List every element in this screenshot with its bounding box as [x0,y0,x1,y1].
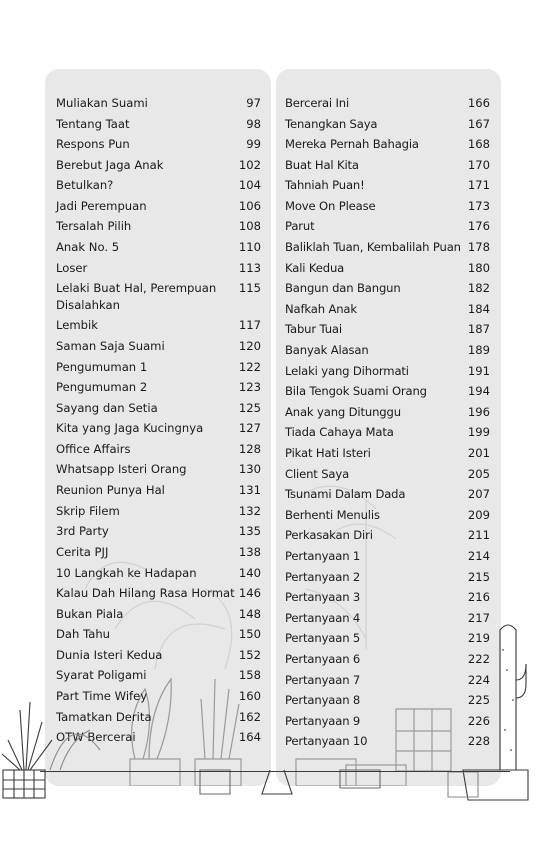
toc-entry [285,713,490,730]
toc-column-right [276,69,501,786]
toc-entry-title: Tahniah Puan! [285,178,365,192]
toc-entry-page-number: 170 [467,158,490,172]
toc-entry-page-number: 187 [467,322,490,336]
toc-entry-title: Pengumuman 2 [56,380,148,394]
toc-entry [285,260,490,277]
toc-entry-page-number: 211 [467,528,490,542]
toc-entry [56,338,261,355]
toc-entry-title: Bukan Piala [56,607,124,621]
toc-entry [285,301,490,318]
toc-entry-page-number: 125 [238,401,261,415]
toc-entry [285,527,490,544]
toc-entry-title: Office Affairs [56,442,131,456]
toc-entry-title: Part Time Wifey [56,689,148,703]
toc-entry-page-number: 104 [238,178,261,192]
toc-entry [56,565,261,582]
toc-entry-title: Baliklah Tuan, Kembalilah Puan [285,240,461,254]
toc-entry-page-number: 108 [238,219,261,233]
toc-entry-page-number: 110 [238,240,261,254]
toc-entry [56,729,261,746]
toc-entry-page-number: 166 [467,96,490,110]
toc-entry-page-number: 191 [467,364,490,378]
toc-entry-title: Perkasakan Diri [285,528,373,542]
toc-entry-page-number: 209 [467,508,490,522]
toc-entry [56,95,261,112]
toc-entry [56,116,261,133]
toc-entry [285,692,490,709]
toc-entry [285,95,490,112]
toc-entry-page-number: 120 [238,339,261,353]
toc-entry-page-number: 130 [238,462,261,476]
toc-entry-title: Jadi Perempuan [56,199,147,213]
toc-entry [285,321,490,338]
toc-entry-page-number: 102 [238,158,261,172]
toc-entry [285,342,490,359]
toc-entry-page-number: 178 [467,240,490,254]
toc-entry-page-number: 122 [238,360,261,374]
toc-entry-title: Tersalah Pilih [56,219,132,233]
toc-entry-title: Kalau Dah Hilang Rasa Hormat [56,586,235,600]
toc-entry-title: Pertanyaan 6 [285,652,361,666]
toc-entry [56,626,261,643]
toc-entry [56,136,261,153]
toc-entry [56,198,261,215]
toc-entry-page-number: 184 [467,302,490,316]
toc-entry-page-number: 135 [238,524,261,538]
toc-entry-page-number: 189 [467,343,490,357]
toc-entry [56,177,261,194]
toc-entry-title: Lembik [56,318,98,332]
toc-entry [285,363,490,380]
toc-entry [56,420,261,437]
toc-entry-page-number: 152 [238,648,261,662]
toc-entry [285,177,490,194]
toc-entry-page-number: 216 [467,590,490,604]
toc-entry-page-number: 164 [238,730,261,744]
toc-entry-title: Cerita PJJ [56,545,109,559]
toc-entry-title: Respons Pun [56,137,130,151]
toc-entry [285,569,490,586]
toc-entry-page-number: 132 [238,504,261,518]
toc-entry-title: Pertanyaan 3 [285,590,361,604]
toc-entry-page-number: 205 [467,467,490,481]
toc-entry-title: Tentang Taat [56,117,130,131]
toc-entry-title: Buat Hal Kita [285,158,359,172]
toc-entry [285,424,490,441]
toc-entry-title: Tenangkan Saya [285,117,378,131]
toc-entry [56,260,261,277]
toc-entry [285,280,490,297]
toc-entry-title: Pertanyaan 1 [285,549,361,563]
toc-entry-title: Tamatkan Derita [56,710,152,724]
toc-entry [56,379,261,396]
toc-entry-page-number: 113 [238,261,261,275]
toc-entry [285,486,490,503]
toc-entry [56,218,261,235]
toc-entry-page-number: 128 [238,442,261,456]
toc-entry-page-number: 99 [246,137,261,151]
toc-entry-page-number: 131 [238,483,261,497]
toc-entry-title: Tiada Cahaya Mata [285,425,394,439]
toc-entry-page-number: 97 [246,96,261,110]
toc-entry [285,610,490,627]
toc-entry [285,116,490,133]
toc-entry-title: Betulkan? [56,178,114,192]
toc-entry-title: Syarat Poligami [56,668,147,682]
toc-entry-title: Pertanyaan 5 [285,631,361,645]
toc-entry-page-number: 127 [238,421,261,435]
toc-entry-title: Move On Please [285,199,376,213]
toc-entry-title: Pikat Hati Isteri [285,446,371,460]
toc-entry-page-number: 160 [238,689,261,703]
toc-entry [56,667,261,684]
toc-entry-title: Bercerai Ini [285,96,350,110]
toc-entry [285,733,490,750]
toc-entry [56,482,261,499]
toc-entry-page-number: 217 [467,611,490,625]
toc-entry-title: Bangun dan Bangun [285,281,401,295]
toc-entry-title: Berebut Jaga Anak [56,158,164,172]
toc-entry [285,198,490,215]
toc-entry-title: Anak yang Ditunggu [285,405,401,419]
toc-entry [285,157,490,174]
toc-entry [56,157,261,174]
toc-entry-page-number: 115 [238,281,261,295]
toc-entry-page-number: 123 [238,380,261,394]
toc-entry [56,280,261,314]
toc-entry-title: Pertanyaan 2 [285,570,361,584]
toc-entry-page-number: 171 [467,178,490,192]
toc-entry [285,383,490,400]
toc-entry-title: Pertanyaan 9 [285,714,361,728]
ground-line [40,771,510,772]
toc-entry [285,651,490,668]
toc-entry-title: 3rd Party [56,524,109,538]
toc-entry-title: Client Saya [285,467,350,481]
toc-entry [285,507,490,524]
toc-entry [285,630,490,647]
toc-entry [56,400,261,417]
toc-entry-page-number: 225 [467,693,490,707]
toc-entry-title: Mereka Pernah Bahagia [285,137,419,151]
toc-entry [56,523,261,540]
toc-entry-title: Nafkah Anak [285,302,357,316]
toc-entry-title: Tabur Tuai [285,322,342,336]
toc-entry-title: Pertanyaan 4 [285,611,361,625]
toc-entry-title: Tsunami Dalam Dada [285,487,406,501]
toc-entry-title: Pertanyaan 8 [285,693,361,707]
toc-entry-page-number: 196 [467,405,490,419]
toc-entry-title: Kali Kedua [285,261,345,275]
toc-entry-page-number: 194 [467,384,490,398]
toc-entry-title: Whatsapp Isteri Orang [56,462,187,476]
toc-entry-page-number: 150 [238,627,261,641]
toc-column-left [45,69,271,786]
toc-entry-title: Berhenti Menulis [285,508,380,522]
toc-entry [56,461,261,478]
toc-entry [56,441,261,458]
toc-entry-title: Loser [56,261,88,275]
toc-entry [285,239,490,256]
toc-entry-title: Reunion Punya Hal [56,483,165,497]
toc-entry-title: Dunia Isteri Kedua [56,648,163,662]
toc-entry-title: Lelaki Buat Hal, Perempuan Disalahkan [56,281,217,312]
toc-entry-page-number: 117 [238,318,261,332]
toc-entry-page-number: 201 [467,446,490,460]
toc-entry-page-number: 176 [467,219,490,233]
toc-entry [285,445,490,462]
toc-entry-page-number: 219 [467,631,490,645]
toc-entry-page-number: 106 [238,199,261,213]
toc-entry [56,585,261,602]
toc-entry-title: Muliakan Suami [56,96,148,110]
toc-entry [285,466,490,483]
toc-entry-title: Skrip Filem [56,504,120,518]
toc-entry [56,359,261,376]
toc-entry-title: Anak No. 5 [56,240,120,254]
toc-entry-page-number: 182 [467,281,490,295]
toc-entry-title: Pertanyaan 10 [285,734,368,748]
toc-entry-page-number: 158 [238,668,261,682]
toc-entry-page-number: 199 [467,425,490,439]
toc-entry-title: Bila Tengok Suami Orang [285,384,427,398]
toc-entry [56,647,261,664]
toc-entry-page-number: 207 [467,487,490,501]
toc-entry [285,218,490,235]
toc-entry [285,136,490,153]
toc-entry-page-number: 222 [467,652,490,666]
toc-entry-title: Pengumuman 1 [56,360,148,374]
toc-entry-page-number: 173 [467,199,490,213]
toc-entry [56,239,261,256]
toc-entry-page-number: 167 [467,117,490,131]
toc-entry-page-number: 215 [467,570,490,584]
toc-entry-title: Banyak Alasan [285,343,369,357]
toc-entry [56,317,261,334]
toc-entry-page-number: 148 [238,607,261,621]
toc-entry-title: Kita yang Jaga Kucingnya [56,421,204,435]
toc-entry [285,672,490,689]
toc-entry-page-number: 138 [238,545,261,559]
toc-entry-page-number: 226 [467,714,490,728]
toc-entry-page-number: 162 [238,710,261,724]
toc-entry [285,548,490,565]
toc-entry-page-number: 214 [467,549,490,563]
toc-entry-page-number: 168 [467,137,490,151]
toc-entry [285,404,490,421]
toc-entry-title: 10 Langkah ke Hadapan [56,566,197,580]
toc-entry-title: Saman Saja Suami [56,339,165,353]
toc-entry-title: Lelaki yang Dihormati [285,364,409,378]
toc-entry [56,606,261,623]
toc-entry-title: Pertanyaan 7 [285,673,361,687]
toc-entry [56,503,261,520]
toc-entry [285,589,490,606]
toc-entry-title: Sayang dan Setia [56,401,158,415]
toc-entry-page-number: 224 [467,673,490,687]
toc-entry [56,709,261,726]
toc-entry-title: OTW Bercerai [56,730,136,744]
toc-entry [56,688,261,705]
toc-entry-page-number: 180 [467,261,490,275]
toc-entry-page-number: 228 [467,734,490,748]
toc-entry-page-number: 140 [238,566,261,580]
toc-entry-title: Dah Tahu [56,627,111,641]
toc-entry-title: Parut [285,219,315,233]
toc-entry-page-number: 146 [238,586,261,600]
toc-entry-page-number: 98 [246,117,261,131]
toc-entry [56,544,261,561]
